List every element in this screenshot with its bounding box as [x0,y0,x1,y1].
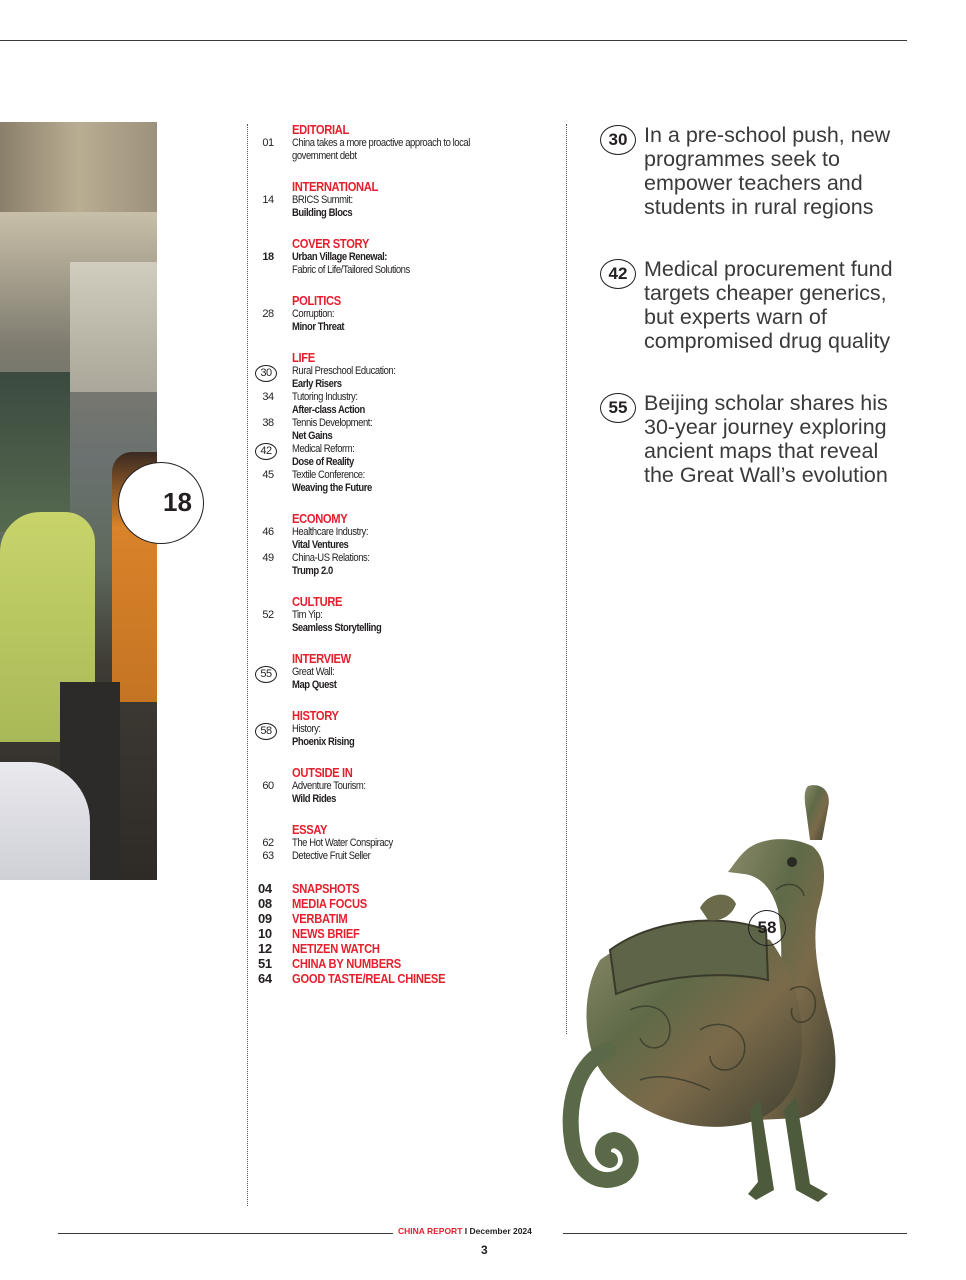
toc-section-heading: OUTSIDE IN [292,765,353,780]
toc-entry[interactable] [258,469,558,495]
toc-section [258,511,558,578]
toc-section [258,236,558,277]
regular-column-label: NETIZEN WATCH [292,941,380,956]
toc-entry-topic: Detective Fruit Seller [292,850,371,862]
regular-column-page: 04 [258,881,272,896]
regular-column-page: 10 [258,926,272,941]
highlight-page-marker: 55 [600,393,636,423]
toc-entry-topic: Healthcare Industry: [292,526,369,538]
regular-column-label: NEWS BRIEF [292,926,360,941]
footer-rule-right [563,1233,907,1234]
toc-entry-page: 55 [255,666,277,683]
regular-columns [258,881,558,986]
regular-column-page: 09 [258,911,272,926]
regular-column-page: 64 [258,971,272,986]
regular-column-label: GOOD TASTE/REAL CHINESE [292,971,446,986]
toc-section [258,651,558,692]
footer-rule-left [58,1233,393,1234]
regular-column-page: 12 [258,941,272,956]
table-of-contents [258,122,558,986]
toc-entry-topic: Tutoring Industry: [292,391,358,403]
toc-entry-topic: Great Wall: [292,666,335,678]
toc-section [258,179,558,220]
toc-section-heading: INTERNATIONAL [292,179,378,194]
regular-column-page: 08 [258,896,272,911]
toc-entry[interactable] [258,552,558,578]
cover-story-page-marker [118,462,204,544]
toc-entry-page: 46 [262,526,274,538]
regular-column-label: VERBATIM [292,911,348,926]
regular-column-label: SNAPSHOTS [292,881,360,896]
toc-entry-page: 42 [255,443,277,460]
page-number: 3 [481,1243,488,1257]
regular-column-item[interactable] [258,926,558,941]
toc-entry[interactable] [258,850,558,863]
toc-entry-topic: Tim Yip: [292,609,323,621]
toc-section-heading: LIFE [292,350,315,365]
dotted-divider-left [247,124,248,1206]
toc-entry-title: Dose of Reality [292,456,354,468]
toc-entry-title: Wild Rides [292,793,336,805]
toc-section [258,293,558,334]
toc-entry-page: 63 [262,850,274,862]
toc-entry[interactable] [258,837,558,850]
regular-column-label: MEDIA FOCUS [292,896,368,911]
toc-entry[interactable] [258,666,558,692]
toc-entry[interactable] [258,723,558,749]
toc-section-heading: EDITORIAL [292,122,349,137]
toc-entry-page: 28 [262,308,274,320]
toc-entry-topic: China takes a more proactive approach to local government debt [292,137,470,162]
top-rule [0,40,907,41]
cover-story-page-number: 18 [163,487,192,517]
toc-entry[interactable] [258,417,558,443]
toc-entry-title: Early Risers [292,378,342,390]
toc-entry-title: Minor Threat [292,321,345,333]
highlight-blurb: Medical procurement fund targets cheaper generics, but experts warn of compromised drug quality [644,257,893,353]
toc-section [258,594,558,635]
regular-column-item[interactable] [258,881,558,896]
toc-entry-page: 49 [262,552,274,564]
footer-credit [398,1226,532,1236]
history-page-marker: 58 [748,910,786,946]
toc-entry-topic: BRICS Summit: [292,194,353,206]
toc-entry-page: 58 [255,723,277,740]
highlight-blurb: In a pre-school push, new programmes seek to empower teachers and students in rural regions [644,123,891,219]
toc-entry-title: Weaving the Future [292,482,372,494]
toc-entry-topic: Adventure Tourism: [292,780,366,792]
toc-entry-page: 30 [255,365,277,382]
toc-section-heading: ESSAY [292,822,328,837]
toc-entry-page: 18 [262,251,274,263]
toc-entry-page: 38 [262,417,274,429]
toc-entry-title: Fabric of Life/Tailored Solutions [292,264,410,276]
toc-entry-title: Building Blocs [292,207,353,219]
toc-entry-page: 45 [262,469,274,481]
regular-column-item[interactable] [258,941,558,956]
highlight-blurb: Beijing scholar shares his 30-year journey exploring ancient maps that reveal the Great Wall’s evolution [644,391,888,487]
regular-column-page: 51 [258,956,272,971]
toc-section-heading: INTERVIEW [292,651,351,666]
toc-entry-title: Phoenix Rising [292,736,355,748]
toc-entry[interactable] [258,443,558,469]
regular-column-label: CHINA BY NUMBERS [292,956,401,971]
toc-entry[interactable] [258,780,558,806]
toc-entry-page: 14 [262,194,274,206]
toc-entry-page: 52 [262,609,274,621]
highlight-page-marker: 42 [600,259,636,289]
toc-entry-title: Vital Ventures [292,539,349,551]
toc-entry-title: After-class Action [292,404,365,416]
footer-issue: December 2024 [469,1226,532,1236]
regular-column-item[interactable] [258,911,558,926]
toc-section [258,122,558,163]
toc-entry-topic: History: [292,723,321,735]
highlight-page-marker: 30 [600,125,636,155]
toc-section [258,350,558,495]
toc-entry[interactable] [258,137,558,163]
toc-section [258,765,558,806]
toc-entry[interactable] [258,194,558,220]
toc-entry-title: Map Quest [292,679,337,691]
toc-entry-page: 34 [262,391,274,403]
toc-entry-page: 01 [262,137,274,149]
toc-entry[interactable] [258,251,558,277]
toc-section [258,822,558,863]
toc-entry-page: 62 [262,837,274,849]
toc-section-heading: POLITICS [292,293,341,308]
toc-section-heading: CULTURE [292,594,343,609]
toc-entry-topic: Textile Conference: [292,469,365,481]
toc-entry-title: Trump 2.0 [292,565,333,577]
toc-entry[interactable] [258,365,558,391]
toc-entry-topic: Rural Preschool Education: [292,365,396,377]
toc-entry[interactable] [258,308,558,334]
toc-section-heading: COVER STORY [292,236,369,251]
toc-entry-topic: Corruption: [292,308,335,320]
toc-section-heading: ECONOMY [292,511,348,526]
footer-brand: CHINA REPORT [398,1226,463,1236]
toc-entry-topic: Medical Reform: [292,443,355,455]
toc-entry-title: Seamless Storytelling [292,622,382,634]
regular-column-item[interactable] [258,956,558,971]
toc-section-heading: HISTORY [292,708,339,723]
regular-column-item[interactable] [258,896,558,911]
toc-entry-topic: Tennis Development: [292,417,373,429]
toc-entry-page: 60 [262,780,274,792]
bronze-phoenix-vessel-image [560,780,860,1220]
toc-entry-topic: China-US Relations: [292,552,370,564]
toc-section [258,708,558,749]
footer-separator: I [464,1226,468,1236]
toc-entry-topic: The Hot Water Conspiracy [292,837,393,849]
toc-entry[interactable] [258,526,558,552]
regular-column-item[interactable] [258,971,558,986]
toc-entry[interactable] [258,391,558,417]
toc-entry-topic: Urban Village Renewal: [292,251,387,263]
toc-entry[interactable] [258,609,558,635]
toc-entry-title: Net Gains [292,430,333,442]
